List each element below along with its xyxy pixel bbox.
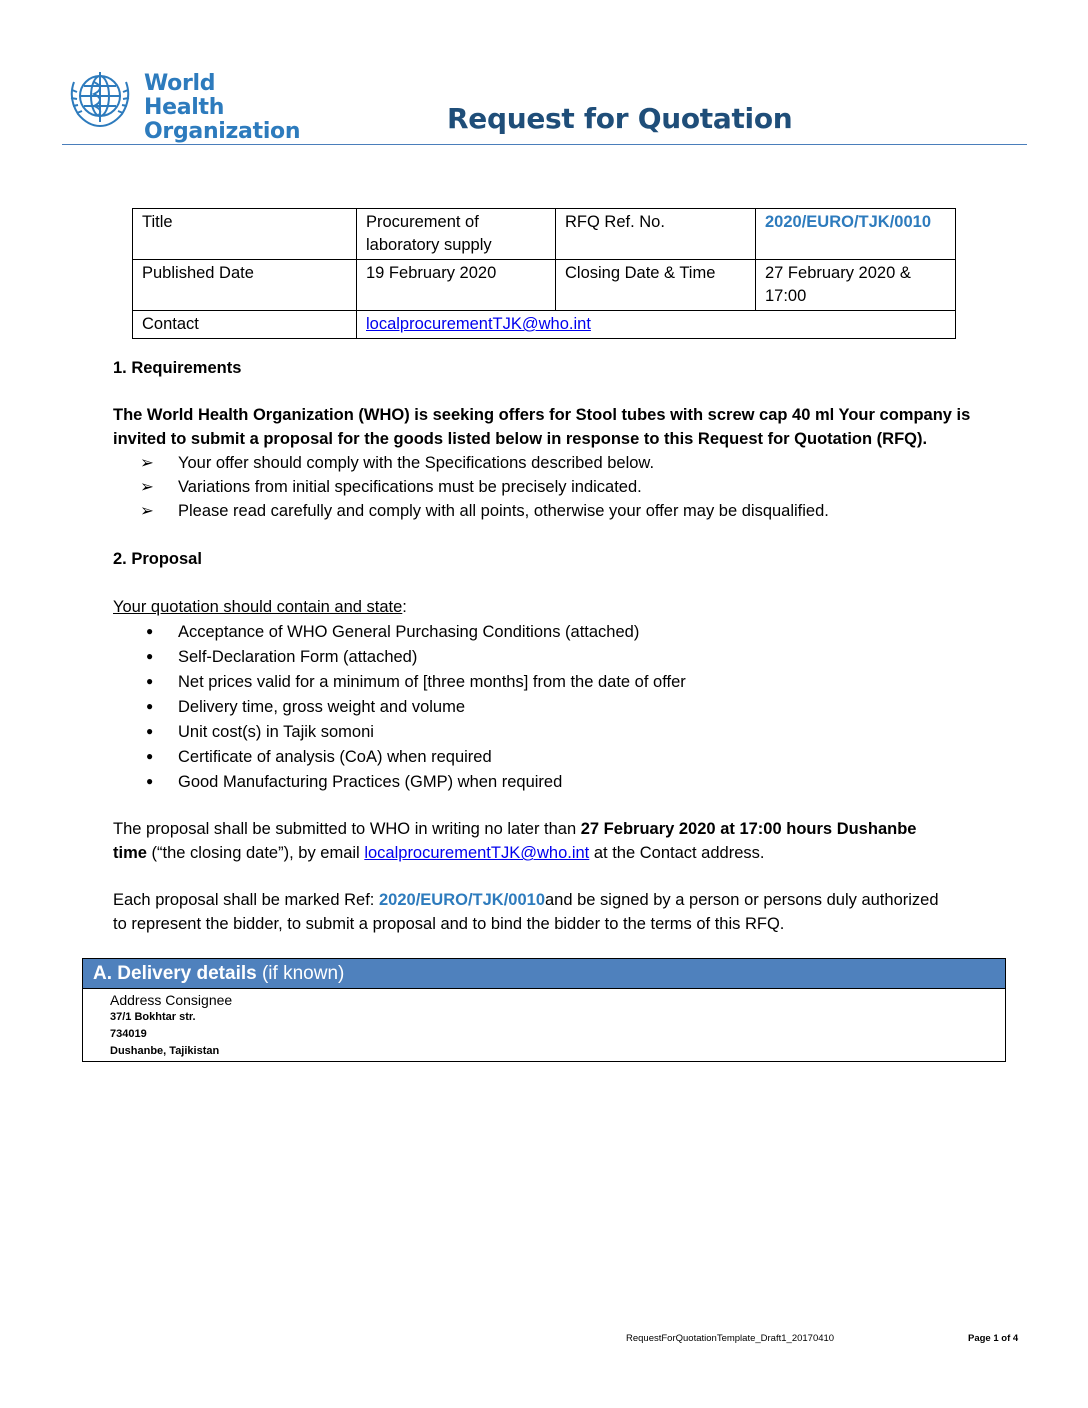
rfq-info-table xyxy=(132,208,956,339)
address-line: 734019 xyxy=(110,1028,147,1040)
marking-ref: 2020/EURO/TJK/0010 xyxy=(378,891,545,909)
marking-paragraph: Each proposal shall be marked Ref: 2020/EURO/TJK/0010and be signed by a person or persons duly authorized to represent the bidder, to submit a proposal and to bind the bidder to the terms of this RFQ. xyxy=(113,891,939,933)
item-name: Stool tubes with screw cap 40 ml xyxy=(575,406,835,424)
table-row xyxy=(133,209,956,260)
list-item: ● Unit cost(s) in Tajik somoni xyxy=(140,719,374,744)
list-item: ➢ Please read carefully and comply with all points, otherwise your offer may be disqualified. xyxy=(140,499,829,523)
table-row xyxy=(133,260,956,311)
address-line: Dushanbe, Tajikistan xyxy=(110,1045,220,1057)
delivery-details-heading: A. Delivery details (if known) xyxy=(83,959,1005,989)
title-label: Title xyxy=(133,209,357,260)
who-emblem-icon xyxy=(64,64,136,132)
contact-label: Contact xyxy=(133,311,357,339)
bullet-icon: ● xyxy=(146,749,154,763)
list-item: ● Self-Declaration Form (attached) xyxy=(140,644,417,669)
bullet-icon: ● xyxy=(146,699,154,713)
title-value: Procurement of laboratory supply xyxy=(357,209,556,260)
requirements-intro: The World Health Organization (WHO) is seeking offers for Stool tubes with screw cap 40 ml Your company is invited to submit a proposal for the goods listed below in response to this Request for Quotation (RFQ). xyxy=(113,406,971,448)
delivery-details-section xyxy=(82,958,1006,1062)
list-item: ● Good Manufacturing Practices (GMP) when required xyxy=(140,769,562,794)
who-logo xyxy=(64,64,301,144)
list-item: ● Delivery time, gross weight and volume xyxy=(140,694,465,719)
submission-paragraph: The proposal shall be submitted to WHO in writing no later than 27 February 2020 at 17:00 hours Dushanbe time (“the closing date”), by email localprocurementTJK@who.int at the Contact address. xyxy=(113,820,917,862)
closing-value: 27 February 2020 & 17:00 xyxy=(756,260,956,311)
submission-email-link[interactable]: localprocurementTJK@who.int xyxy=(364,844,590,862)
list-item: ● Acceptance of WHO General Purchasing Conditions (attached) xyxy=(140,619,639,644)
title-divider xyxy=(62,144,1027,145)
published-value: 19 February 2020 xyxy=(357,260,556,311)
ref-label: RFQ Ref. No. xyxy=(556,209,756,260)
list-item: ➢ Your offer should comply with the Specifications described below. xyxy=(140,451,654,475)
arrow-bullet-icon: ➢ xyxy=(140,454,154,472)
contact-email-link[interactable]: localprocurementTJK@who.int xyxy=(366,315,591,333)
footer-filename: RequestForQuotationTemplate_Draft1_20170410 xyxy=(626,1333,835,1344)
arrow-bullet-icon: ➢ xyxy=(140,502,154,520)
organization-name: World Health Organization xyxy=(144,71,301,144)
bullet-icon: ● xyxy=(146,624,154,638)
proposal-heading: 2. Proposal xyxy=(113,550,202,568)
bullet-icon: ● xyxy=(146,649,154,663)
list-item: ● Net prices valid for a minimum of [three months] from the date of offer xyxy=(140,669,686,694)
list-item: ➢ Variations from initial specifications must be precisely indicated. xyxy=(140,475,642,499)
contact-cell xyxy=(357,311,956,339)
bullet-icon: ● xyxy=(146,724,154,738)
published-label: Published Date xyxy=(133,260,357,311)
table-row xyxy=(133,311,956,339)
document-title: Request for Quotation xyxy=(447,102,793,135)
closing-label: Closing Date & Time xyxy=(556,260,756,311)
bullet-icon: ● xyxy=(146,674,154,688)
footer-page-number: Page 1 of 4 xyxy=(968,1333,1019,1344)
address-line: 37/1 Bokhtar str. xyxy=(110,1011,196,1023)
requirements-heading: 1. Requirements xyxy=(113,359,242,377)
contain-label: Your quotation should contain and state: xyxy=(113,598,407,616)
bullet-icon: ● xyxy=(146,774,154,788)
arrow-bullet-icon: ➢ xyxy=(140,478,154,496)
address-consignee-label: Address Consignee xyxy=(110,992,233,1008)
list-item: ● Certificate of analysis (CoA) when required xyxy=(140,744,492,769)
ref-value: 2020/EURO/TJK/0010 xyxy=(756,209,956,260)
